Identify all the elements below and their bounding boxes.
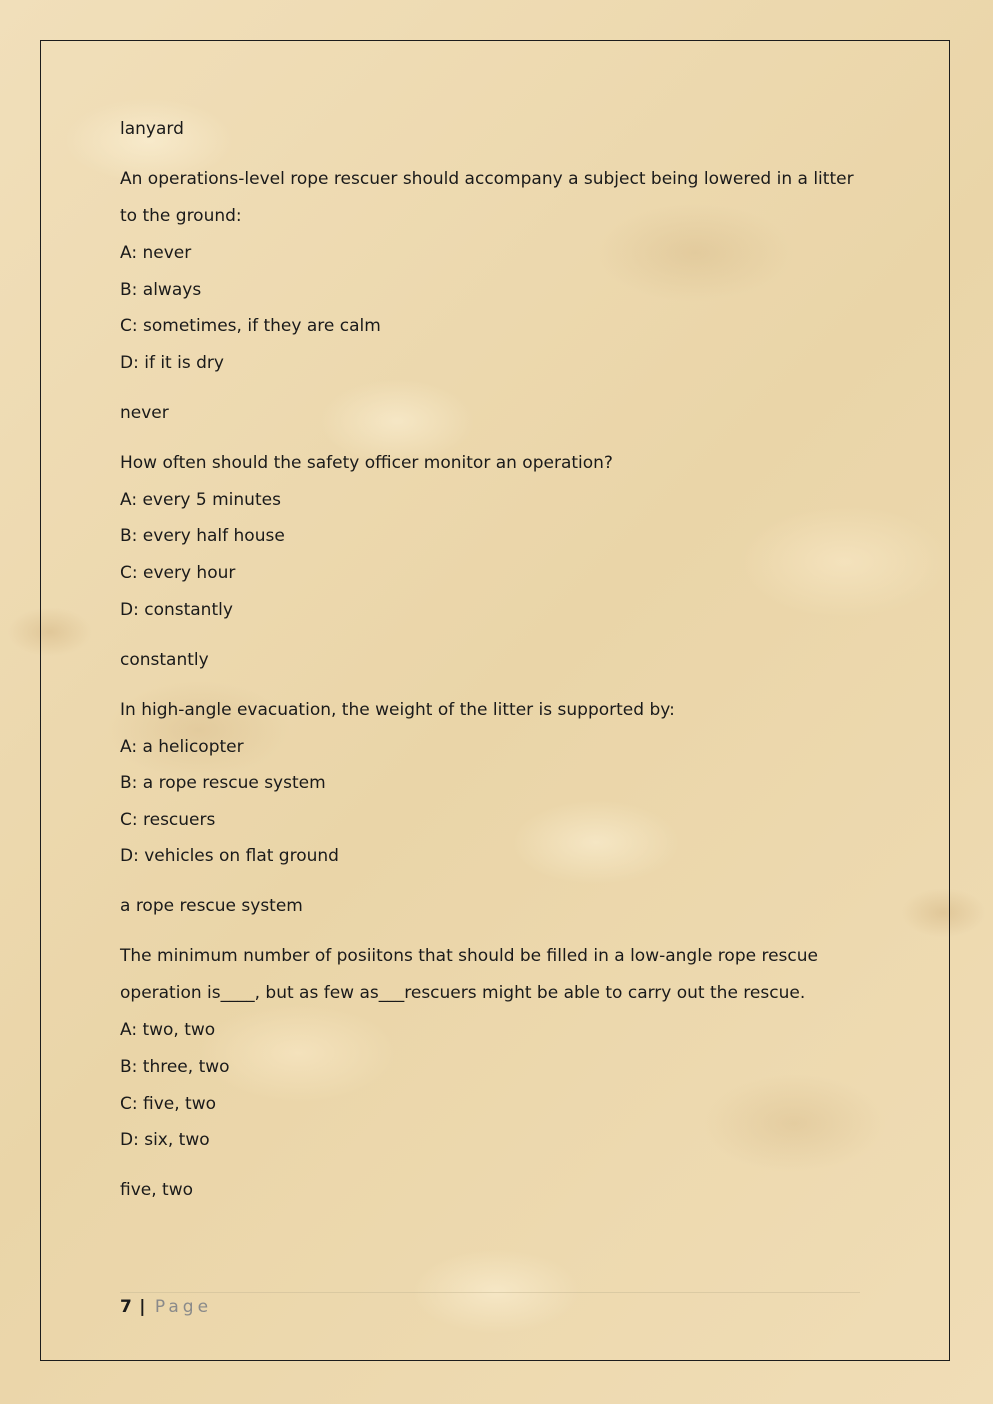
option-d: D: constantly [120,599,233,620]
option-b: B: every half house [120,526,285,547]
option-a: A: every 5 minutes [120,489,281,510]
option-c: C: five, two [120,1093,217,1114]
option-a: A: never [120,243,192,263]
answer-text: five, two [120,1180,194,1201]
option-c: C: sometimes, if they are calm [120,316,381,337]
question-block [120,945,880,1201]
answer-text: lanyard [120,119,184,139]
option-a: A: a helicopter [120,736,244,757]
option-b: B: three, two [120,1056,230,1077]
option-b: B: a rope rescue system [120,773,326,794]
page-number: 7 [120,1297,132,1317]
question-text: An operations-level rope rescuer should accompany a subject being lowered in a litter [120,169,854,189]
option-a: A: two, two [120,1020,216,1041]
option-d: D: if it is dry [120,352,224,373]
option-d: D: vehicles on flat ground [120,846,339,867]
question-block [120,452,880,671]
question-text: to the ground: [120,206,242,226]
footer-separator: | [139,1297,146,1317]
question-block [120,168,880,424]
page-label: Page [154,1297,213,1317]
footer-divider [120,1292,860,1293]
option-d: D: six, two [120,1130,210,1151]
answer-text: never [120,402,169,423]
option-b: B: always [120,279,202,300]
option-c: C: every hour [120,562,236,583]
question-text: The minimum number of posiitons that should be filled in a low-angle rope rescue [120,946,818,967]
question-text: In high-angle evacuation, the weight of the litter is supported by: [120,699,675,720]
option-c: C: rescuers [120,809,216,830]
page-footer [120,1296,212,1318]
question-text: operation is____, but as few as___rescuers might be able to carry out the rescue. [120,983,806,1004]
answer-text: a rope rescue system [120,896,303,917]
question-text: How often should the safety officer monitor an operation? [120,452,613,473]
question-block [120,699,880,918]
document-body [120,118,880,1229]
answer-text: constantly [120,649,209,670]
